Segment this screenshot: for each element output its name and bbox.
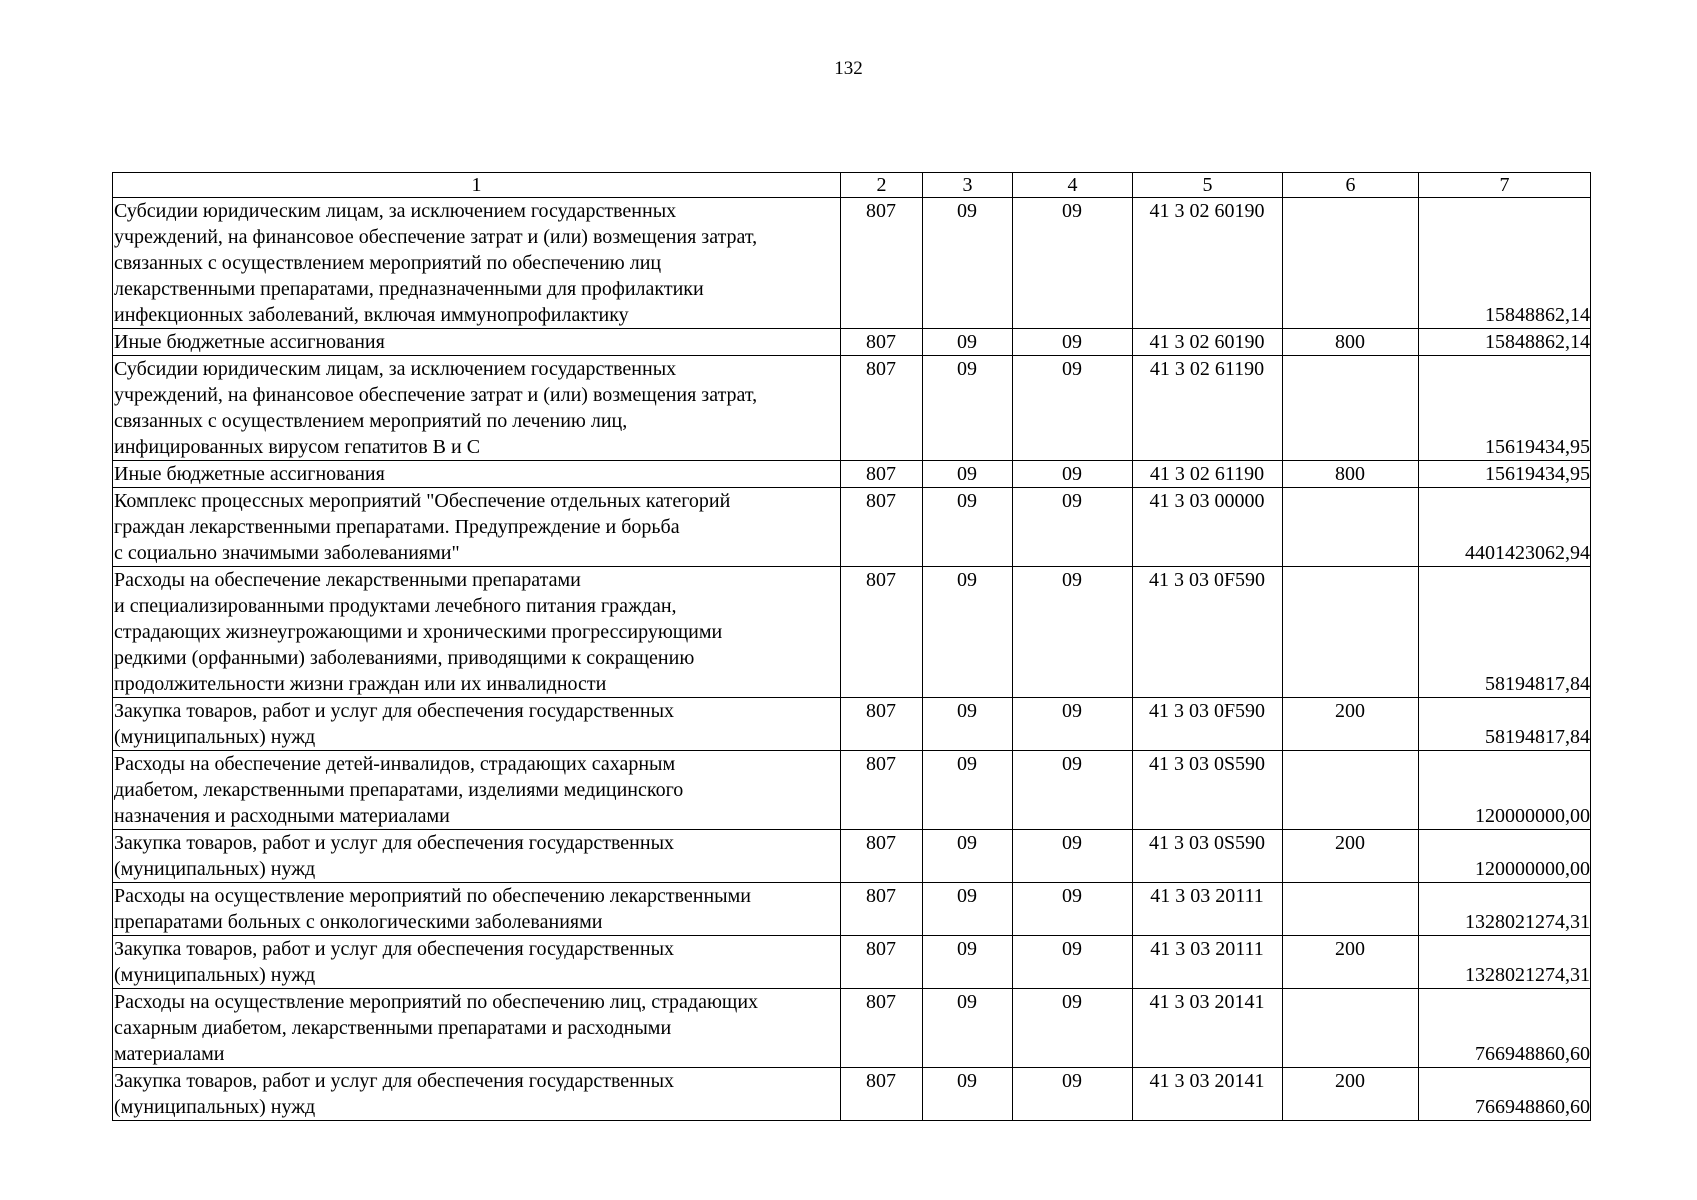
row-name-line: (муниципальных) нужд <box>114 964 316 986</box>
amount-cell: 1328021274,31 <box>1419 936 1591 989</box>
section-code-cell: 09 <box>923 883 1013 936</box>
table-row <box>113 883 1591 936</box>
amount-cell: 120000000,00 <box>1419 830 1591 883</box>
amount-cell: 15619434,95 <box>1419 461 1591 488</box>
row-name-line: Расходы на обеспечение детей-инвалидов, страдающих сахарным <box>114 753 676 775</box>
amount-cell: 1328021274,31 <box>1419 883 1591 936</box>
expense-type-cell: 200 <box>1283 936 1419 989</box>
row-name-cell <box>113 883 841 936</box>
row-name-line: связанных с осуществлением мероприятий по обеспечению лиц <box>114 252 662 274</box>
row-name-line: продолжительности жизни граждан или их инвалидности <box>114 673 607 695</box>
subsection-code-cell: 09 <box>1013 936 1133 989</box>
ministry-code-cell: 807 <box>841 936 923 989</box>
row-name-line: Расходы на осуществление мероприятий по обеспечению лекарственными <box>114 885 751 907</box>
section-code-cell: 09 <box>923 698 1013 751</box>
column-number-1: 1 <box>113 173 841 198</box>
row-name-line: Комплекс процессных мероприятий "Обеспечение отдельных категорий <box>114 490 731 512</box>
row-name-line: Расходы на осуществление мероприятий по обеспечению лиц, страдающих <box>114 991 759 1013</box>
target-article-cell: 41 3 03 0F590 <box>1133 698 1283 751</box>
row-name-cell <box>113 698 841 751</box>
table-row <box>113 329 1591 356</box>
row-name-line: диабетом, лекарственными препаратами, изделиями медицинского <box>114 779 684 801</box>
amount-cell: 766948860,60 <box>1419 1068 1591 1121</box>
target-article-cell: 41 3 03 00000 <box>1133 488 1283 567</box>
row-name-line: препаратами больных с онкологическими заболеваниями <box>114 911 603 933</box>
table-row <box>113 461 1591 488</box>
section-code-cell: 09 <box>923 830 1013 883</box>
table-row <box>113 751 1591 830</box>
column-number-5: 5 <box>1133 173 1283 198</box>
section-code-cell: 09 <box>923 1068 1013 1121</box>
table-row <box>113 198 1591 329</box>
table-row <box>113 567 1591 698</box>
row-name-cell <box>113 488 841 567</box>
page-number: 132 <box>834 58 863 79</box>
amount-cell: 58194817,84 <box>1419 567 1591 698</box>
subsection-code-cell: 09 <box>1013 356 1133 461</box>
row-name-cell <box>113 329 841 356</box>
row-name-cell <box>113 461 841 488</box>
ministry-code-cell: 807 <box>841 830 923 883</box>
subsection-code-cell: 09 <box>1013 488 1133 567</box>
row-name-cell <box>113 830 841 883</box>
section-code-cell: 09 <box>923 488 1013 567</box>
row-name-cell <box>113 989 841 1068</box>
expense-type-cell <box>1283 356 1419 461</box>
row-name-line: и специализированными продуктами лечебного питания граждан, <box>114 595 677 617</box>
row-name-line: сахарным диабетом, лекарственными препаратами и расходными <box>114 1017 672 1039</box>
row-name-cell <box>113 198 841 329</box>
table-row <box>113 356 1591 461</box>
expense-type-cell <box>1283 567 1419 698</box>
row-name-line: страдающих жизнеугрожающими и хроническими прогрессирующими <box>114 621 723 643</box>
row-name-line: инфекционных заболеваний, включая иммунопрофилактику <box>114 304 629 326</box>
target-article-cell: 41 3 02 61190 <box>1133 356 1283 461</box>
table-row <box>113 936 1591 989</box>
ministry-code-cell: 807 <box>841 488 923 567</box>
table-row <box>113 488 1591 567</box>
table-row <box>113 989 1591 1068</box>
row-name-line: Закупка товаров, работ и услуг для обеспечения государственных <box>114 938 675 960</box>
target-article-cell: 41 3 03 20141 <box>1133 989 1283 1068</box>
amount-cell: 15619434,95 <box>1419 356 1591 461</box>
amount-cell: 58194817,84 <box>1419 698 1591 751</box>
row-name-line: инфицированных вирусом гепатитов В и С <box>114 436 481 458</box>
amount-cell: 120000000,00 <box>1419 751 1591 830</box>
target-article-cell: 41 3 03 0S590 <box>1133 751 1283 830</box>
target-article-cell: 41 3 03 20111 <box>1133 936 1283 989</box>
expense-type-cell: 200 <box>1283 1068 1419 1121</box>
subsection-code-cell: 09 <box>1013 567 1133 698</box>
table-row <box>113 1068 1591 1121</box>
ministry-code-cell: 807 <box>841 989 923 1068</box>
ministry-code-cell: 807 <box>841 751 923 830</box>
ministry-code-cell: 807 <box>841 883 923 936</box>
target-article-cell: 41 3 02 60190 <box>1133 329 1283 356</box>
table-row <box>113 830 1591 883</box>
subsection-code-cell: 09 <box>1013 989 1133 1068</box>
row-name-line: редкими (орфанными) заболеваниями, приводящими к сокращению <box>114 647 695 669</box>
row-name-line: с социально значимыми заболеваниями" <box>114 542 460 564</box>
row-name-line: (муниципальных) нужд <box>114 1096 316 1118</box>
row-name-line: (муниципальных) нужд <box>114 858 316 880</box>
amount-cell: 4401423062,94 <box>1419 488 1591 567</box>
row-name-line: назначения и расходными материалами <box>114 805 450 827</box>
ministry-code-cell: 807 <box>841 461 923 488</box>
section-code-cell: 09 <box>923 989 1013 1068</box>
target-article-cell: 41 3 03 20111 <box>1133 883 1283 936</box>
row-name-line: лекарственными препаратами, предназначенными для профилактики <box>114 278 704 300</box>
target-article-cell: 41 3 03 0S590 <box>1133 830 1283 883</box>
ministry-code-cell: 807 <box>841 198 923 329</box>
expense-type-cell <box>1283 751 1419 830</box>
ministry-code-cell: 807 <box>841 698 923 751</box>
ministry-code-cell: 807 <box>841 329 923 356</box>
row-name-cell <box>113 567 841 698</box>
subsection-code-cell: 09 <box>1013 883 1133 936</box>
expense-type-cell <box>1283 989 1419 1068</box>
section-code-cell: 09 <box>923 936 1013 989</box>
section-code-cell: 09 <box>923 567 1013 698</box>
ministry-code-cell: 807 <box>841 356 923 461</box>
subsection-code-cell: 09 <box>1013 198 1133 329</box>
row-name-line: Субсидии юридическим лицам, за исключением государственных <box>114 358 677 380</box>
table-row <box>113 698 1591 751</box>
expense-type-cell: 800 <box>1283 461 1419 488</box>
subsection-code-cell: 09 <box>1013 461 1133 488</box>
row-name-line: учреждений, на финансовое обеспечение затрат и (или) возмещения затрат, <box>114 384 758 406</box>
row-name-line: Закупка товаров, работ и услуг для обеспечения государственных <box>114 1070 675 1092</box>
ministry-code-cell: 807 <box>841 567 923 698</box>
row-name-line: Субсидии юридическим лицам, за исключением государственных <box>114 200 677 222</box>
row-name-line: материалами <box>114 1043 225 1065</box>
row-name-line: учреждений, на финансовое обеспечение затрат и (или) возмещения затрат, <box>114 226 758 248</box>
target-article-cell: 41 3 03 20141 <box>1133 1068 1283 1121</box>
row-name-cell <box>113 356 841 461</box>
row-name-line: связанных с осуществлением мероприятий по лечению лиц, <box>114 410 628 432</box>
subsection-code-cell: 09 <box>1013 698 1133 751</box>
section-code-cell: 09 <box>923 198 1013 329</box>
section-code-cell: 09 <box>923 356 1013 461</box>
expense-type-cell: 800 <box>1283 329 1419 356</box>
expense-type-cell: 200 <box>1283 830 1419 883</box>
column-number-6: 6 <box>1283 173 1419 198</box>
expense-type-cell <box>1283 883 1419 936</box>
column-number-7: 7 <box>1419 173 1591 198</box>
column-number-2: 2 <box>841 173 923 198</box>
amount-cell: 15848862,14 <box>1419 329 1591 356</box>
expense-type-cell <box>1283 198 1419 329</box>
column-number-4: 4 <box>1013 173 1133 198</box>
target-article-cell: 41 3 02 61190 <box>1133 461 1283 488</box>
section-code-cell: 09 <box>923 751 1013 830</box>
target-article-cell: 41 3 03 0F590 <box>1133 567 1283 698</box>
ministry-code-cell: 807 <box>841 1068 923 1121</box>
column-number-row <box>113 173 1591 198</box>
subsection-code-cell: 09 <box>1013 751 1133 830</box>
row-name-line: Иные бюджетные ассигнования <box>114 463 385 485</box>
subsection-code-cell: 09 <box>1013 830 1133 883</box>
row-name-line: (муниципальных) нужд <box>114 726 316 748</box>
row-name-line: граждан лекарственными препаратами. Предупреждение и борьба <box>114 516 680 538</box>
row-name-line: Закупка товаров, работ и услуг для обеспечения государственных <box>114 700 675 722</box>
amount-cell: 766948860,60 <box>1419 989 1591 1068</box>
row-name-cell <box>113 1068 841 1121</box>
section-code-cell: 09 <box>923 461 1013 488</box>
target-article-cell: 41 3 02 60190 <box>1133 198 1283 329</box>
row-name-line: Закупка товаров, работ и услуг для обеспечения государственных <box>114 832 675 854</box>
row-name-cell <box>113 936 841 989</box>
row-name-cell <box>113 751 841 830</box>
section-code-cell: 09 <box>923 329 1013 356</box>
row-name-line: Иные бюджетные ассигнования <box>114 331 385 353</box>
expense-type-cell: 200 <box>1283 698 1419 751</box>
row-name-line: Расходы на обеспечение лекарственными препаратами <box>114 569 581 591</box>
column-number-3: 3 <box>923 173 1013 198</box>
budget-table <box>112 172 1591 1121</box>
amount-cell: 15848862,14 <box>1419 198 1591 329</box>
subsection-code-cell: 09 <box>1013 1068 1133 1121</box>
subsection-code-cell: 09 <box>1013 329 1133 356</box>
expense-type-cell <box>1283 488 1419 567</box>
